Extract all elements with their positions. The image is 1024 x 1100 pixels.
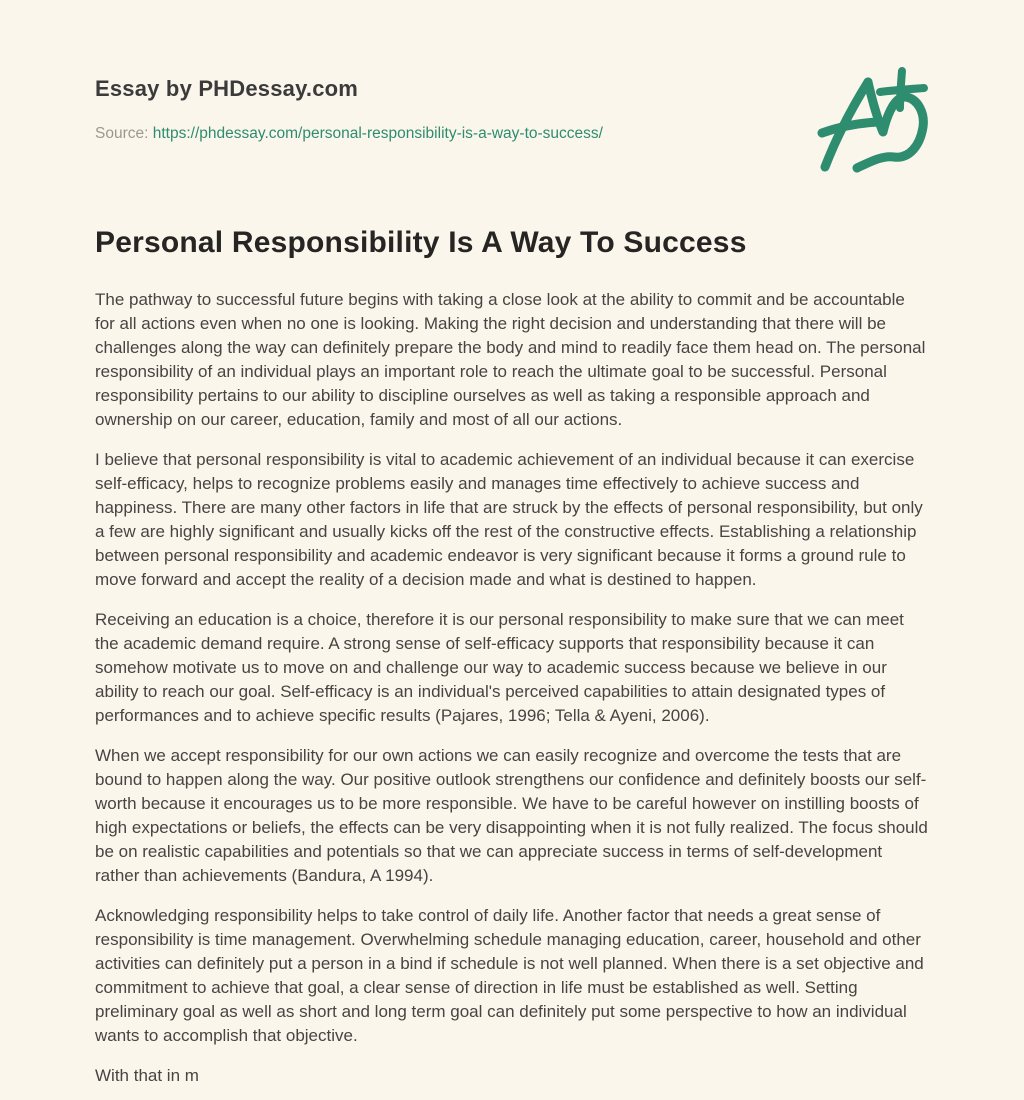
page-header xyxy=(95,76,929,144)
essay-paragraph-6-partial: With that in m xyxy=(95,1065,199,1085)
essay-paragraph-2: I believe that personal responsibility is vital to academic achievement of an individual because it can exercise self-efficacy, helps to recognize problems easily and manages time effectively to achieve success and happiness. There are many other factors in life that are struck by the effects of personal responsibility, but only a few are highly significant and usually kicks off the rest of the constructive effects. Establishing a relationship between personal responsibility and academic endeavor is very significant because it forms a ground rule to move forward and accept the reality of a decision made and what is destined to happen. xyxy=(95,449,923,589)
essay-body xyxy=(95,288,929,1088)
essay-paragraph-4: When we accept responsibility for our own actions we can easily recognize and overcome the tests that are bound to happen along the way. Our positive outlook strengthens our confidence and definitely boosts our self-worth because it encourages us to be more responsible. We have to be careful however on instilling boosts of high expectations or beliefs, the effects can be very disappointing when it is not fully realized. The focus should be on realistic capabilities and potentials so that we can appreciate success in terms of self-development rather than achievements (Bandura, A 1994). xyxy=(95,745,928,885)
source-link[interactable]: https://phdessay.com/personal-responsibility-is-a-way-to-success/ xyxy=(152,125,603,143)
brand-title: Essay by PHDessay.com xyxy=(95,76,359,101)
essay-paragraph-3: Receiving an education is a choice, therefore it is our personal responsibility to make sure that we can meet the academic demand require. A strong sense of self-efficacy supports that responsibility because it can somehow motivate us to move on and challenge our way to academic success because we believe in our ability to reach our goal. Self-efficacy is an individual's perceived capabilities to attain designated types of performances and to achieve specific results (Pajares, 1996; Tella & Ayeni, 2006). xyxy=(95,609,904,725)
source-label: Source: xyxy=(95,125,149,143)
essay-paragraph-5: Acknowledging responsibility helps to take control of daily life. Another factor that needs a great sense of responsibility is time management. Overwhelming schedule managing education, career, household and other activities can definitely put a person in a bind if schedule is not well planned. When there is a set objective and commitment to achieve that goal, a clear sense of direction in life must be established as well. Setting preliminary goal as well as short and long term goal can definitely put some perspective to how an individual wants to accomplish that objective. xyxy=(95,905,924,1045)
a-plus-logo-icon xyxy=(815,64,941,176)
essay-title: Personal Responsibility Is A Way To Success xyxy=(95,226,747,260)
source-line xyxy=(95,124,929,144)
essay-paragraph-1: The pathway to successful future begins with taking a close look at the ability to commit and be accountable for all actions even when no one is looking. Making the right decision and understanding that there will be challenges along the way can definitely prepare the body and mind to readily face them head on. The personal responsibility of an individual plays an important role to reach the ultimate goal to be successful. Personal responsibility pertains to our ability to discipline ourselves as well as taking a responsible approach and ownership on our career, education, family and most of all our actions. xyxy=(95,289,926,429)
